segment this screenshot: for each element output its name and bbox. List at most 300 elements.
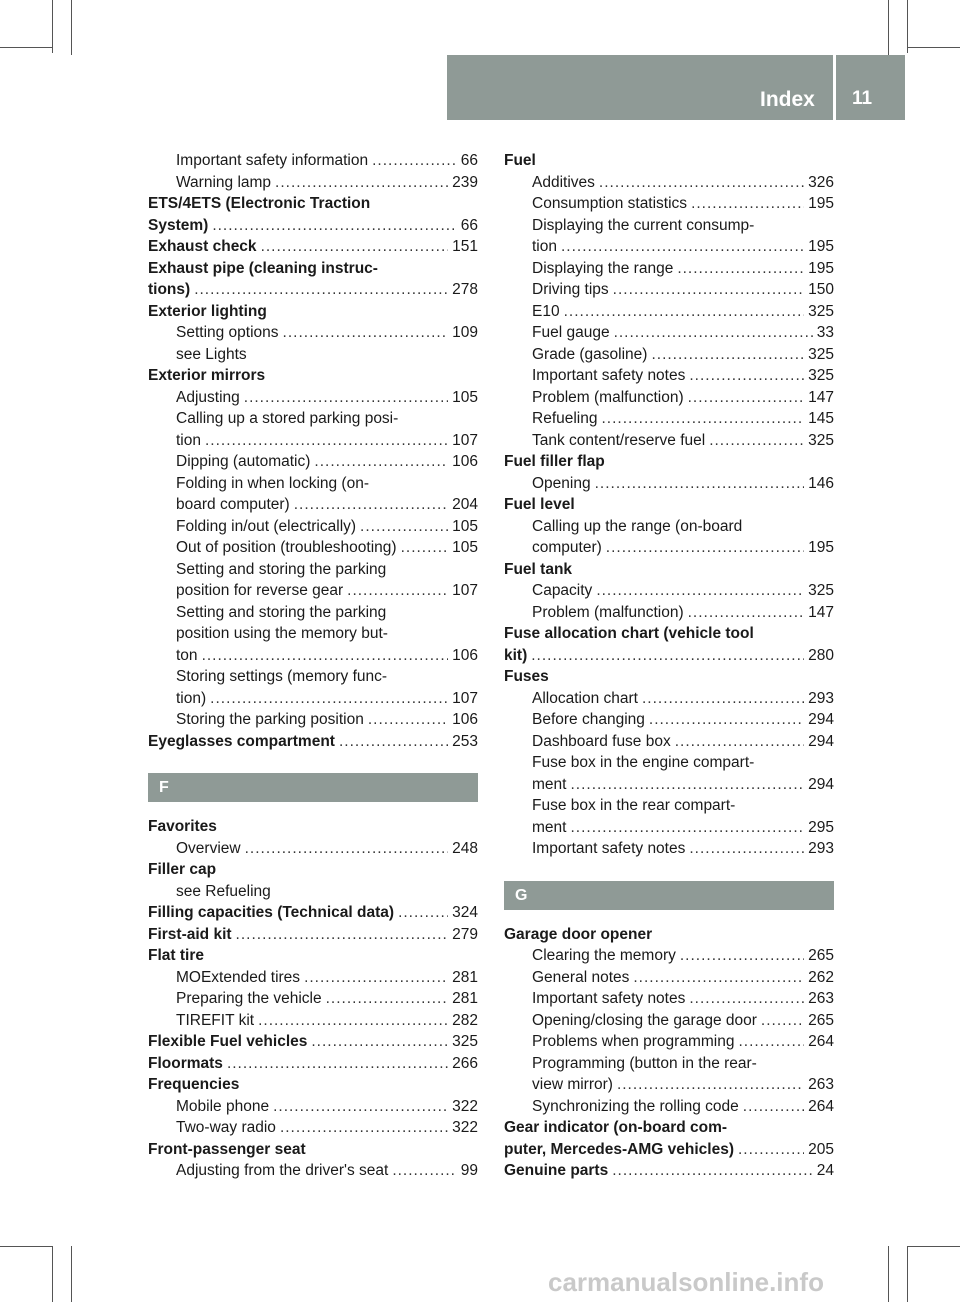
entry-text: Fuel gauge	[532, 324, 610, 341]
index-subentry	[148, 1162, 478, 1184]
dot-leader	[401, 539, 449, 557]
entry-text: Fuel	[504, 152, 536, 169]
entry-text: Problems when programming	[532, 1033, 735, 1050]
dot-leader	[709, 432, 804, 450]
entry-text: Mobile phone	[176, 1097, 270, 1115]
page-ref[interactable]: 204	[452, 496, 478, 513]
entry-text: Driving tips	[532, 281, 609, 298]
page-ref[interactable]: 147	[808, 603, 834, 621]
entry-text: Adjusting from the driver's seat	[176, 1162, 389, 1179]
page-ref[interactable]: 294	[808, 711, 834, 728]
index-subentry	[148, 1119, 478, 1141]
index-subentry	[148, 604, 478, 626]
entry-text: Favorites	[148, 818, 217, 835]
index-subentry	[504, 303, 834, 325]
dot-leader	[280, 1119, 448, 1137]
dot-leader	[261, 238, 449, 256]
crop-mark	[52, 1246, 53, 1302]
dot-leader	[392, 1162, 456, 1180]
page-ref[interactable]: 195	[808, 195, 834, 212]
dot-leader	[205, 432, 448, 450]
dot-leader	[680, 947, 804, 965]
entry-text: see Lights	[176, 345, 247, 363]
page-ref[interactable]: 325	[808, 302, 834, 320]
index-subentry	[148, 152, 478, 174]
page-ref[interactable]: 105	[452, 517, 478, 535]
dot-leader	[212, 217, 456, 235]
index-entry	[504, 561, 834, 583]
entry-text: Adjusting	[176, 388, 240, 406]
crop-mark	[888, 1246, 889, 1302]
entry-text: computer)	[532, 539, 602, 556]
page-number: 11	[852, 88, 873, 109]
dot-leader	[613, 281, 804, 299]
dot-leader	[688, 604, 805, 622]
index-entry	[148, 367, 478, 389]
entry-text: position for reverse gear	[176, 582, 344, 599]
index-entry	[148, 303, 478, 325]
page-ref[interactable]: 325	[808, 582, 834, 599]
index-column-right	[504, 152, 834, 1184]
index-entry	[504, 152, 834, 174]
entry-text: Gear indicator (on-board com-	[504, 1119, 728, 1136]
index-subentry	[148, 453, 478, 475]
entry-text: Calling up a stored parking posi-	[176, 410, 399, 427]
index-entry	[148, 1033, 478, 1055]
index-subentry	[148, 539, 478, 561]
page-ref[interactable]: 325	[452, 1033, 478, 1050]
entry-text: board computer)	[176, 496, 290, 513]
dot-leader	[194, 281, 448, 299]
entry-text: Additives	[532, 173, 595, 191]
page-title: Index	[760, 88, 815, 111]
page-ref[interactable]: 279	[452, 925, 478, 943]
page-ref[interactable]: 282	[452, 1011, 478, 1029]
page-ref[interactable]: 294	[808, 732, 834, 750]
index-entry	[148, 1055, 478, 1077]
index-subentry	[504, 281, 834, 303]
page-ref[interactable]: 293	[808, 840, 834, 857]
dot-leader	[689, 990, 804, 1008]
page-ref[interactable]: 109	[452, 324, 478, 341]
dot-leader	[311, 1033, 448, 1051]
dot-leader	[612, 1162, 813, 1180]
entry-text: puter, Mercedes-AMG vehicles)	[504, 1140, 734, 1158]
index-subentry	[148, 389, 478, 411]
page-ref[interactable]: 106	[452, 453, 478, 470]
entry-text: Flexible Fuel vehicles	[148, 1033, 308, 1050]
index-subentry	[504, 990, 834, 1012]
page-ref[interactable]: 107	[452, 582, 478, 599]
index-subentry	[504, 367, 834, 389]
dot-leader	[531, 647, 804, 665]
entry-text: Flat tire	[148, 947, 204, 964]
page-ref[interactable]: 195	[808, 259, 834, 277]
page-ref[interactable]: 262	[808, 968, 834, 986]
crop-mark	[0, 1246, 53, 1247]
dot-leader	[675, 733, 804, 751]
index-entry	[504, 1119, 834, 1141]
page-ref[interactable]: 253	[452, 732, 478, 750]
dot-leader	[339, 733, 448, 751]
page-ref[interactable]: 33	[816, 324, 834, 341]
entry-text: Tank content/reserve fuel	[532, 431, 706, 449]
entry-text: First-aid kit	[148, 925, 232, 943]
dot-leader	[360, 518, 448, 536]
entry-text: Consumption statistics	[532, 195, 688, 212]
crop-mark	[907, 47, 960, 48]
index-subentry	[504, 324, 834, 346]
page-ref[interactable]: 326	[808, 173, 834, 191]
index-subentry	[148, 174, 478, 196]
index-subentry	[504, 475, 834, 497]
entry-text: Folding in when locking (on-	[176, 474, 369, 492]
page-ref[interactable]: 263	[808, 1076, 834, 1093]
page-ref[interactable]: 281	[452, 990, 478, 1007]
index-entry	[148, 260, 478, 282]
index-subentry	[504, 346, 834, 368]
index-subentry	[148, 582, 478, 604]
entry-text: ment	[532, 775, 567, 793]
dot-leader	[738, 1141, 804, 1159]
dot-leader	[677, 260, 804, 278]
entry-text: Synchronizing the rolling code	[532, 1097, 739, 1115]
page-ref[interactable]: 264	[808, 1033, 834, 1050]
dot-leader	[570, 776, 804, 794]
index-entry	[148, 195, 478, 217]
entry-text: Problem (malfunction)	[532, 388, 684, 406]
index-subentry	[504, 389, 834, 411]
page-ref[interactable]: 280	[808, 646, 834, 664]
index-entry	[148, 1141, 478, 1163]
entry-text: Allocation chart	[532, 689, 638, 707]
dot-leader	[596, 582, 804, 600]
entry-text: Filling capacities (Technical data)	[148, 904, 395, 921]
page-ref[interactable]: 105	[452, 539, 478, 556]
index-entry	[504, 1162, 834, 1184]
index-subentry	[504, 432, 834, 454]
dot-leader	[368, 711, 448, 729]
dot-leader	[245, 840, 449, 858]
entry-text: Out of position (troubleshooting)	[176, 539, 397, 556]
entry-text: Eyeglasses compartment	[148, 732, 335, 750]
page-ref[interactable]: 99	[460, 1162, 478, 1179]
entry-text: Genuine parts	[504, 1162, 609, 1179]
page-ref[interactable]: 66	[460, 216, 478, 234]
dot-leader	[372, 152, 457, 170]
page-ref[interactable]: 293	[808, 689, 834, 707]
index-entry	[504, 625, 834, 647]
index-entry	[504, 668, 834, 690]
index-subentry	[148, 324, 478, 346]
entry-text: Exterior lighting	[148, 302, 267, 320]
index-subentry	[504, 969, 834, 991]
entry-text: Dashboard fuse box	[532, 732, 671, 750]
entry-text: Programming (button in the rear-	[532, 1054, 757, 1072]
page-ref[interactable]: 248	[452, 839, 478, 857]
page-ref[interactable]: 195	[808, 238, 834, 255]
dot-leader	[599, 174, 804, 192]
index-subentry	[148, 518, 478, 540]
index-entry	[504, 647, 834, 669]
dot-leader	[761, 1012, 804, 1030]
page-ref[interactable]: 145	[808, 410, 834, 427]
dot-leader	[294, 496, 448, 514]
page-ref[interactable]: 265	[808, 947, 834, 964]
index-subentry	[504, 539, 834, 561]
page-ref[interactable]: 107	[452, 431, 478, 449]
entry-text: Fuel level	[504, 496, 575, 513]
entry-text: Displaying the current consump-	[532, 216, 755, 234]
dot-leader	[273, 1098, 448, 1116]
entry-text: Floormats	[148, 1054, 223, 1072]
index-subentry	[504, 1055, 834, 1077]
index-subentry	[148, 625, 478, 647]
index-entry	[148, 733, 478, 755]
page-ref[interactable]: 281	[452, 968, 478, 986]
dot-leader	[642, 690, 804, 708]
page-ref[interactable]: 266	[452, 1054, 478, 1072]
page-ref[interactable]: 325	[808, 431, 834, 449]
index-entry	[504, 1141, 834, 1163]
page-ref[interactable]: 324	[452, 904, 478, 921]
entry-text: System)	[148, 216, 209, 234]
entry-text: MOExtended tires	[176, 968, 301, 986]
dot-leader	[283, 324, 449, 342]
header-bar	[447, 55, 905, 120]
index-subentry	[504, 1033, 834, 1055]
entry-text: view mirror)	[532, 1076, 613, 1093]
entry-text: Fuse box in the rear compart-	[532, 797, 736, 814]
entry-text: Front-passenger seat	[148, 1140, 306, 1158]
entry-text: Exhaust pipe (cleaning instruc-	[148, 259, 378, 277]
page-ref[interactable]: 239	[452, 173, 478, 191]
index-subentry	[504, 604, 834, 626]
page-ref[interactable]: 322	[452, 1119, 478, 1136]
index-subentry	[504, 518, 834, 540]
entry-text: Opening/closing the garage door	[532, 1011, 757, 1029]
page-ref[interactable]: 294	[808, 775, 834, 793]
entry-text: Problem (malfunction)	[532, 603, 684, 621]
index-subentry	[148, 990, 478, 1012]
dot-leader	[398, 904, 448, 922]
entry-text: Important safety information	[176, 152, 369, 169]
index-entry	[148, 861, 478, 883]
page-ref[interactable]: 264	[808, 1097, 834, 1115]
dot-leader	[227, 1055, 448, 1073]
index-subentry	[148, 690, 478, 712]
entry-text: Important safety notes	[532, 990, 686, 1007]
index-subentry	[148, 410, 478, 432]
dot-leader	[258, 1012, 448, 1030]
crop-mark	[907, 0, 908, 53]
entry-text: Grade (gasoline)	[532, 345, 648, 363]
index-entry	[148, 818, 478, 840]
dot-leader	[570, 819, 804, 837]
page-ref[interactable]: 205	[808, 1140, 834, 1158]
dot-leader	[244, 389, 448, 407]
index-subentry	[504, 819, 834, 841]
index-subentry	[504, 238, 834, 260]
entry-text: Important safety notes	[532, 840, 686, 857]
page-ref[interactable]: 107	[452, 689, 478, 707]
dot-leader	[561, 238, 804, 256]
entry-text: ment	[532, 818, 567, 836]
entry-text: Fuel filler flap	[504, 453, 605, 470]
index-subentry	[148, 969, 478, 991]
page-ref[interactable]: 278	[452, 281, 478, 298]
page-ref[interactable]: 146	[808, 474, 834, 492]
index-entry	[148, 947, 478, 969]
entry-text: Warning lamp	[176, 173, 272, 191]
entry-text: Setting and storing the parking	[176, 603, 387, 621]
page-ref[interactable]: 265	[808, 1011, 834, 1029]
crop-mark	[907, 1246, 960, 1247]
dot-leader	[347, 582, 448, 600]
entry-text: Before changing	[532, 711, 645, 728]
entry-text: Setting and storing the parking	[176, 560, 387, 578]
dot-leader	[210, 690, 448, 708]
entry-text: Calling up the range (on-board	[532, 517, 743, 535]
entry-text: Garage door opener	[504, 925, 653, 943]
index-entry	[504, 453, 834, 475]
entry-text: see Refueling	[176, 882, 271, 900]
entry-text: General notes	[532, 968, 630, 986]
page-ref[interactable]: 325	[808, 367, 834, 384]
page-ref[interactable]: 24	[816, 1162, 834, 1179]
index-subentry	[504, 1012, 834, 1034]
dot-leader	[602, 410, 805, 428]
index-subentry	[504, 217, 834, 239]
entry-text: Fuses	[504, 668, 549, 685]
header-divider	[833, 55, 836, 120]
entry-text: kit)	[504, 646, 528, 664]
page-ref[interactable]: 151	[452, 238, 478, 255]
dot-leader	[689, 367, 804, 385]
index-subentry	[504, 797, 834, 819]
entry-text: Setting options	[176, 324, 279, 341]
crop-mark	[907, 1246, 908, 1302]
index-subentry	[504, 260, 834, 282]
section-header: F	[148, 773, 478, 802]
page-ref[interactable]: 325	[808, 345, 834, 363]
dot-leader	[617, 1076, 804, 1094]
index-subentry	[148, 561, 478, 583]
dot-leader	[326, 990, 449, 1008]
entry-text: Fuse box in the engine compart-	[532, 754, 755, 771]
index-subentry	[148, 1098, 478, 1120]
dot-leader	[689, 840, 804, 858]
dot-leader	[651, 346, 804, 364]
section-header: G	[504, 881, 834, 910]
index-subentry	[148, 711, 478, 733]
index-subentry	[504, 1098, 834, 1120]
index-subentry	[148, 1012, 478, 1034]
dot-leader	[649, 711, 804, 729]
crop-mark	[71, 1246, 72, 1302]
watermark: carmanualsonline.info	[548, 1267, 824, 1297]
page-ref[interactable]: 147	[808, 388, 834, 406]
dot-leader	[633, 969, 804, 987]
index-entry	[148, 1076, 478, 1098]
entry-text: Preparing the vehicle	[176, 990, 322, 1007]
index-entry	[148, 926, 478, 948]
index-subentry	[504, 947, 834, 969]
page-ref[interactable]: 322	[452, 1097, 478, 1115]
dot-leader	[743, 1098, 804, 1116]
dot-leader	[564, 303, 805, 321]
dot-leader	[275, 174, 448, 192]
dot-leader	[691, 195, 804, 213]
index-subentry	[148, 496, 478, 518]
crop-mark	[71, 0, 72, 55]
dot-leader	[236, 926, 449, 944]
entry-text: TIREFIT kit	[176, 1011, 255, 1029]
entry-text: Important safety notes	[532, 367, 686, 384]
entry-text: Overview	[176, 839, 241, 857]
entry-text: position using the memory but-	[176, 625, 388, 642]
index-subentry	[504, 410, 834, 432]
page-ref[interactable]: 106	[452, 711, 478, 728]
entry-text: Exhaust check	[148, 238, 257, 255]
index-subentry	[504, 754, 834, 776]
index-subentry	[148, 432, 478, 454]
crop-mark	[888, 0, 889, 55]
index-subentry	[504, 711, 834, 733]
index-subentry	[148, 883, 478, 905]
dot-leader	[738, 1033, 804, 1051]
dot-leader	[314, 453, 448, 471]
entry-text: Two-way radio	[176, 1119, 276, 1136]
dot-leader	[688, 389, 805, 407]
entry-text: Dipping (automatic)	[176, 453, 311, 470]
index-subentry	[504, 174, 834, 196]
page-ref[interactable]: 295	[808, 818, 834, 836]
entry-text: Opening	[532, 474, 591, 492]
page-ref[interactable]: 150	[808, 281, 834, 298]
entry-text: E10	[532, 302, 560, 320]
entry-text: Frequencies	[148, 1076, 240, 1093]
entry-text: Clearing the memory	[532, 947, 676, 964]
page-ref[interactable]: 66	[460, 152, 478, 169]
index-subentry	[504, 733, 834, 755]
index-entry	[148, 904, 478, 926]
page-ref[interactable]: 105	[452, 388, 478, 406]
entry-text: Exterior mirrors	[148, 367, 266, 384]
entry-text: tion)	[176, 689, 207, 707]
entry-text: Fuse allocation chart (vehicle tool	[504, 625, 754, 642]
dot-leader	[202, 647, 449, 665]
entry-text: ton	[176, 646, 198, 664]
entry-text: Refueling	[532, 410, 598, 427]
index-entry	[148, 217, 478, 239]
index-subentry	[504, 690, 834, 712]
index-subentry	[504, 776, 834, 798]
entry-text: Capacity	[532, 582, 593, 599]
entry-text: Storing settings (memory func-	[176, 668, 388, 685]
page-ref[interactable]: 106	[452, 646, 478, 664]
index-column-left	[148, 152, 478, 1184]
index-subentry	[504, 195, 834, 217]
index-subentry	[148, 668, 478, 690]
entry-text: Storing the parking position	[176, 711, 364, 728]
page-ref[interactable]: 195	[808, 539, 834, 556]
entry-text: Displaying the range	[532, 259, 674, 277]
index-subentry	[148, 475, 478, 497]
page-ref[interactable]: 263	[808, 990, 834, 1007]
index-subentry	[504, 582, 834, 604]
index-subentry	[504, 840, 834, 862]
